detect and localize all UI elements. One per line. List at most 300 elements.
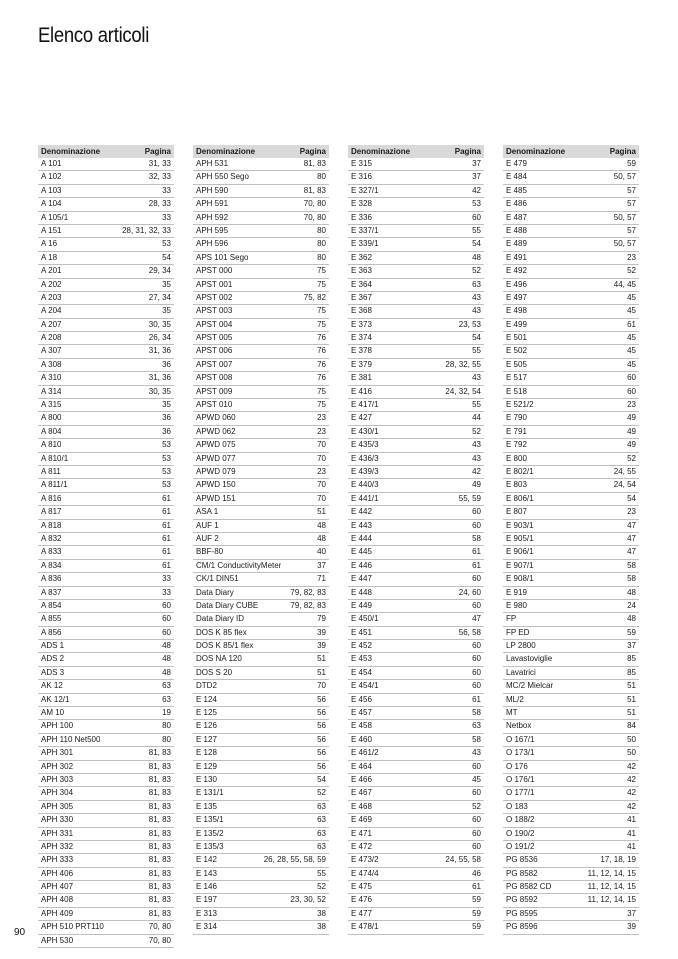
article-pages: 52	[472, 426, 481, 436]
article-pages: 59	[472, 895, 481, 905]
article-name: E 501	[506, 333, 527, 343]
article-name: E 436/3	[351, 453, 379, 463]
article-name: E 457	[351, 708, 372, 718]
table-row	[503, 908, 639, 921]
article-name: E 498	[506, 306, 527, 316]
article-name: PG 8595	[506, 908, 538, 918]
article-name: LP 2800	[506, 641, 536, 651]
table-row	[503, 265, 639, 278]
article-name: ADS 2	[41, 654, 65, 664]
article-name: E 130	[196, 774, 217, 784]
article-pages: 43	[472, 306, 481, 316]
table-row	[503, 238, 639, 251]
table-row	[193, 279, 329, 292]
header-pagina: Pagina	[144, 147, 171, 156]
article-pages: 47	[472, 614, 481, 624]
article-name: A 804	[41, 426, 62, 436]
article-name: O 173/1	[506, 748, 535, 758]
table-row	[38, 198, 174, 211]
article-name: AM 10	[41, 708, 65, 718]
index-column-4	[503, 145, 639, 935]
column-header	[348, 145, 484, 158]
article-name: APH 332	[41, 841, 74, 851]
article-pages: 55, 59	[458, 493, 481, 503]
table-row	[38, 587, 174, 600]
article-pages: 24	[627, 600, 636, 610]
article-pages: 70, 80	[148, 935, 171, 945]
article-pages: 45	[627, 292, 636, 302]
article-name: A 855	[41, 614, 62, 624]
article-name: PG 8582	[506, 868, 538, 878]
table-row	[503, 359, 639, 372]
article-pages: 63	[317, 828, 326, 838]
article-name: E 517	[506, 373, 527, 383]
article-name: E 316	[351, 172, 372, 182]
article-name: E 447	[351, 574, 372, 584]
table-row	[38, 185, 174, 198]
table-row	[38, 238, 174, 251]
table-row	[193, 252, 329, 265]
table-row	[193, 868, 329, 881]
article-name: DOS S 20	[196, 667, 233, 677]
table-row	[193, 412, 329, 425]
article-name: A 103	[41, 185, 62, 195]
article-name: A 800	[41, 413, 62, 423]
table-row	[503, 493, 639, 506]
article-pages: 42	[472, 466, 481, 476]
article-name: DOS NA 120	[196, 654, 242, 664]
table-row	[38, 814, 174, 827]
article-name: E 467	[351, 788, 372, 798]
table-row	[348, 372, 484, 385]
table-row	[503, 252, 639, 265]
article-pages: 70	[317, 681, 326, 691]
article-name: E 484	[506, 172, 527, 182]
article-name: APH 550 Sego	[196, 172, 249, 182]
article-pages: 44	[472, 413, 481, 423]
article-pages: 81, 83	[148, 748, 171, 758]
table-row	[38, 600, 174, 613]
article-name: E 489	[506, 239, 527, 249]
table-row	[503, 814, 639, 827]
article-name: O 176/1	[506, 774, 535, 784]
article-name: E 472	[351, 841, 372, 851]
table-row	[503, 921, 639, 934]
table-row	[193, 854, 329, 867]
article-pages: 59	[472, 908, 481, 918]
article-pages: 80	[317, 239, 326, 249]
article-name: A 834	[41, 560, 62, 570]
article-pages: 45	[627, 333, 636, 343]
article-name: E 471	[351, 828, 372, 838]
article-pages: 32, 33	[148, 172, 171, 182]
article-pages: 44, 45	[613, 279, 636, 289]
article-pages: 81, 83	[148, 815, 171, 825]
table-row	[503, 292, 639, 305]
article-name: A 810/1	[41, 453, 69, 463]
article-name: A 16	[41, 239, 58, 249]
article-name: APH 406	[41, 868, 74, 878]
table-row	[503, 305, 639, 318]
table-row	[503, 707, 639, 720]
table-row	[38, 345, 174, 358]
table-row	[38, 305, 174, 318]
table-row	[503, 426, 639, 439]
table-row	[193, 747, 329, 760]
article-name: E 368	[351, 306, 372, 316]
article-name: E 466	[351, 774, 372, 784]
table-row	[503, 386, 639, 399]
table-row	[503, 479, 639, 492]
article-pages: 81, 83	[148, 908, 171, 918]
table-row	[193, 359, 329, 372]
page-title: Elenco articoli	[38, 24, 150, 47]
article-name: E 453	[351, 654, 372, 664]
table-row	[193, 546, 329, 559]
table-row	[38, 439, 174, 452]
article-name: APH 590	[196, 185, 229, 195]
article-name: E 907/1	[506, 560, 534, 570]
article-name: E 919	[506, 587, 527, 597]
table-row	[348, 653, 484, 666]
article-name: APH 305	[41, 801, 74, 811]
article-name: E 790	[506, 413, 527, 423]
table-row	[38, 640, 174, 653]
article-pages: 23	[627, 252, 636, 262]
article-name: E 416	[351, 386, 372, 396]
header-denominazione: Denominazione	[506, 147, 566, 156]
article-name: A 833	[41, 547, 62, 557]
article-pages: 61	[162, 547, 171, 557]
table-row	[193, 493, 329, 506]
table-row	[348, 319, 484, 332]
article-name: E 129	[196, 761, 217, 771]
article-name: E 905/1	[506, 533, 534, 543]
article-pages: 24, 55, 58	[445, 855, 481, 865]
index-column-2	[193, 145, 329, 935]
table-row	[348, 787, 484, 800]
article-pages: 57	[627, 225, 636, 235]
article-pages: 30, 35	[148, 386, 171, 396]
article-name: E 446	[351, 560, 372, 570]
article-pages: 79, 82, 83	[290, 600, 326, 610]
article-name: E 417/1	[351, 400, 379, 410]
article-pages: 75	[317, 386, 326, 396]
table-row	[193, 694, 329, 707]
article-name: E 339/1	[351, 239, 379, 249]
table-row	[503, 372, 639, 385]
article-pages: 39	[317, 627, 326, 637]
article-pages: 81, 83	[148, 774, 171, 784]
article-name: E 450/1	[351, 614, 379, 624]
article-pages: 43	[472, 440, 481, 450]
article-name: E 474/4	[351, 868, 379, 878]
table-row	[193, 506, 329, 519]
article-pages: 23, 53	[458, 319, 481, 329]
table-row	[38, 921, 174, 934]
article-pages: 37	[627, 908, 636, 918]
article-pages: 55	[472, 346, 481, 356]
article-pages: 27, 34	[148, 292, 171, 302]
article-name: E 491	[506, 252, 527, 262]
table-row	[348, 399, 484, 412]
table-row	[348, 238, 484, 251]
article-name: ML/2	[506, 694, 524, 704]
table-row	[503, 868, 639, 881]
article-pages: 53	[162, 480, 171, 490]
table-row	[348, 908, 484, 921]
article-name: APH 333	[41, 855, 74, 865]
article-pages: 61	[162, 507, 171, 517]
article-pages: 54	[627, 493, 636, 503]
table-row	[503, 412, 639, 425]
table-row	[348, 493, 484, 506]
table-row	[348, 694, 484, 707]
table-row	[193, 734, 329, 747]
article-name: E 502	[506, 346, 527, 356]
table-row	[348, 894, 484, 907]
table-row	[503, 546, 639, 559]
article-pages: 50	[627, 734, 636, 744]
article-pages: 42	[627, 788, 636, 798]
article-name: E 487	[506, 212, 527, 222]
article-pages: 59	[627, 627, 636, 637]
table-row	[348, 292, 484, 305]
table-row	[503, 439, 639, 452]
article-pages: 24, 54	[613, 480, 636, 490]
article-name: E 477	[351, 908, 372, 918]
article-name: E 435/3	[351, 440, 379, 450]
article-pages: 53	[162, 466, 171, 476]
article-name: E 197	[196, 895, 217, 905]
article-pages: 52	[317, 882, 326, 892]
article-name: A 856	[41, 627, 62, 637]
article-name: E 473/2	[351, 855, 379, 865]
article-pages: 49	[627, 426, 636, 436]
article-name: E 451	[351, 627, 372, 637]
article-name: ADS 1	[41, 641, 65, 651]
article-pages: 28, 31, 32, 33	[122, 225, 171, 235]
article-name: APST 009	[196, 386, 233, 396]
article-pages: 60	[472, 520, 481, 530]
column-header	[193, 145, 329, 158]
article-name: E 364	[351, 279, 372, 289]
table-row	[503, 761, 639, 774]
article-name: E 126	[196, 721, 217, 731]
article-pages: 75, 82	[303, 292, 326, 302]
article-pages: 56	[317, 734, 326, 744]
article-pages: 37	[627, 641, 636, 651]
table-row	[503, 466, 639, 479]
table-row	[193, 640, 329, 653]
article-name: E 441/1	[351, 493, 379, 503]
index-column-1	[38, 145, 174, 948]
article-name: E 518	[506, 386, 527, 396]
table-row	[348, 854, 484, 867]
table-row	[193, 921, 329, 934]
article-name: A 811/1	[41, 480, 68, 490]
article-pages: 61	[472, 547, 481, 557]
article-pages: 60	[472, 761, 481, 771]
article-pages: 70, 80	[148, 922, 171, 932]
article-name: ASA 1	[196, 507, 219, 517]
article-name: APST 007	[196, 359, 233, 369]
table-row	[38, 453, 174, 466]
article-name: E 476	[351, 895, 372, 905]
index-column-3	[348, 145, 484, 935]
article-name: E 379	[351, 359, 372, 369]
table-row	[193, 292, 329, 305]
article-pages: 81, 83	[148, 855, 171, 865]
article-pages: 26, 34	[148, 333, 171, 343]
article-name: E 486	[506, 199, 527, 209]
table-row	[348, 720, 484, 733]
table-row	[348, 225, 484, 238]
header-denominazione: Denominazione	[351, 147, 411, 156]
table-row	[348, 479, 484, 492]
article-pages: 37	[317, 560, 326, 570]
article-pages: 29, 34	[148, 266, 171, 276]
article-pages: 48	[317, 533, 326, 543]
article-pages: 31, 36	[148, 346, 171, 356]
article-pages: 48	[627, 614, 636, 624]
article-name: E 485	[506, 185, 527, 195]
table-row	[503, 453, 639, 466]
article-name: A 202	[41, 279, 62, 289]
article-name: APST 004	[196, 319, 233, 329]
article-name: DTD2	[196, 681, 217, 691]
header-pagina: Pagina	[299, 147, 326, 156]
article-name: E 521/2	[506, 400, 534, 410]
article-name: E 378	[351, 346, 372, 356]
article-pages: 81, 83	[303, 185, 326, 195]
table-row	[193, 707, 329, 720]
article-name: E 135/1	[196, 815, 224, 825]
article-pages: 11, 12, 14, 15	[587, 895, 636, 905]
table-row	[348, 520, 484, 533]
article-name: FP	[506, 614, 517, 624]
article-name: O 190/2	[506, 828, 535, 838]
article-name: E 328	[351, 199, 372, 209]
article-name: A 102	[41, 172, 62, 182]
table-row	[348, 386, 484, 399]
table-row	[348, 171, 484, 184]
table-row	[503, 225, 639, 238]
article-name: E 460	[351, 734, 372, 744]
table-row	[348, 841, 484, 854]
table-row	[38, 520, 174, 533]
article-pages: 33	[162, 185, 171, 195]
article-pages: 54	[472, 239, 481, 249]
table-row	[348, 345, 484, 358]
article-pages: 70	[317, 453, 326, 463]
table-row	[193, 774, 329, 787]
article-name: A 204	[41, 306, 62, 316]
article-name: DOS K 85/1 flex	[196, 641, 254, 651]
article-name: Netbox	[506, 721, 532, 731]
article-name: APWD 150	[196, 480, 236, 490]
table-row	[38, 225, 174, 238]
table-row	[193, 720, 329, 733]
article-name: PG 8536	[506, 855, 538, 865]
page-number: 90	[14, 927, 26, 938]
table-row	[193, 185, 329, 198]
table-row	[38, 279, 174, 292]
article-pages: 75	[317, 400, 326, 410]
table-row	[193, 238, 329, 251]
article-name: BBF-80	[196, 547, 224, 557]
article-name: A 201	[41, 266, 62, 276]
article-name: E 374	[351, 333, 372, 343]
article-name: APST 001	[196, 279, 233, 289]
table-row	[193, 801, 329, 814]
article-name: FP ED	[506, 627, 530, 637]
article-pages: 56	[317, 761, 326, 771]
article-name: E 135	[196, 801, 217, 811]
table-row	[38, 667, 174, 680]
table-row	[348, 640, 484, 653]
article-pages: 54	[317, 774, 326, 784]
article-pages: 76	[317, 373, 326, 383]
article-name: APH 303	[41, 774, 74, 784]
article-pages: 48	[162, 654, 171, 664]
article-pages: 76	[317, 359, 326, 369]
article-pages: 81, 83	[148, 828, 171, 838]
article-pages: 61	[472, 560, 481, 570]
table-row	[193, 171, 329, 184]
table-row	[38, 854, 174, 867]
table-row	[348, 747, 484, 760]
article-name: E 327/1	[351, 185, 379, 195]
article-pages: 60	[472, 600, 481, 610]
article-pages: 17, 18, 19	[600, 855, 636, 865]
table-row	[348, 466, 484, 479]
article-pages: 50	[627, 748, 636, 758]
table-row	[38, 252, 174, 265]
table-row	[193, 212, 329, 225]
article-pages: 53	[162, 239, 171, 249]
table-row	[193, 198, 329, 211]
table-row	[348, 573, 484, 586]
table-row	[38, 653, 174, 666]
article-name: PG 8582 CD	[506, 882, 552, 892]
article-pages: 63	[317, 841, 326, 851]
article-name: O 167/1	[506, 734, 535, 744]
table-row	[503, 212, 639, 225]
article-pages: 42	[627, 774, 636, 784]
table-row	[193, 386, 329, 399]
table-row	[503, 613, 639, 626]
table-row	[193, 828, 329, 841]
article-name: E 449	[351, 600, 372, 610]
article-pages: 70	[317, 480, 326, 490]
article-pages: 23	[627, 400, 636, 410]
article-pages: 53	[162, 453, 171, 463]
article-name: Data Diary CUBE	[196, 600, 259, 610]
article-pages: 80	[317, 252, 326, 262]
article-name: E 444	[351, 533, 372, 543]
table-row	[38, 694, 174, 707]
article-name: MT	[506, 708, 518, 718]
article-pages: 81, 83	[148, 801, 171, 811]
article-name: A 854	[41, 600, 62, 610]
article-pages: 59	[627, 159, 636, 168]
article-name: E 806/1	[506, 493, 534, 503]
header-denominazione: Denominazione	[196, 147, 256, 156]
article-name: E 802/1	[506, 466, 534, 476]
article-name: APST 003	[196, 306, 233, 316]
article-pages: 60	[627, 373, 636, 383]
